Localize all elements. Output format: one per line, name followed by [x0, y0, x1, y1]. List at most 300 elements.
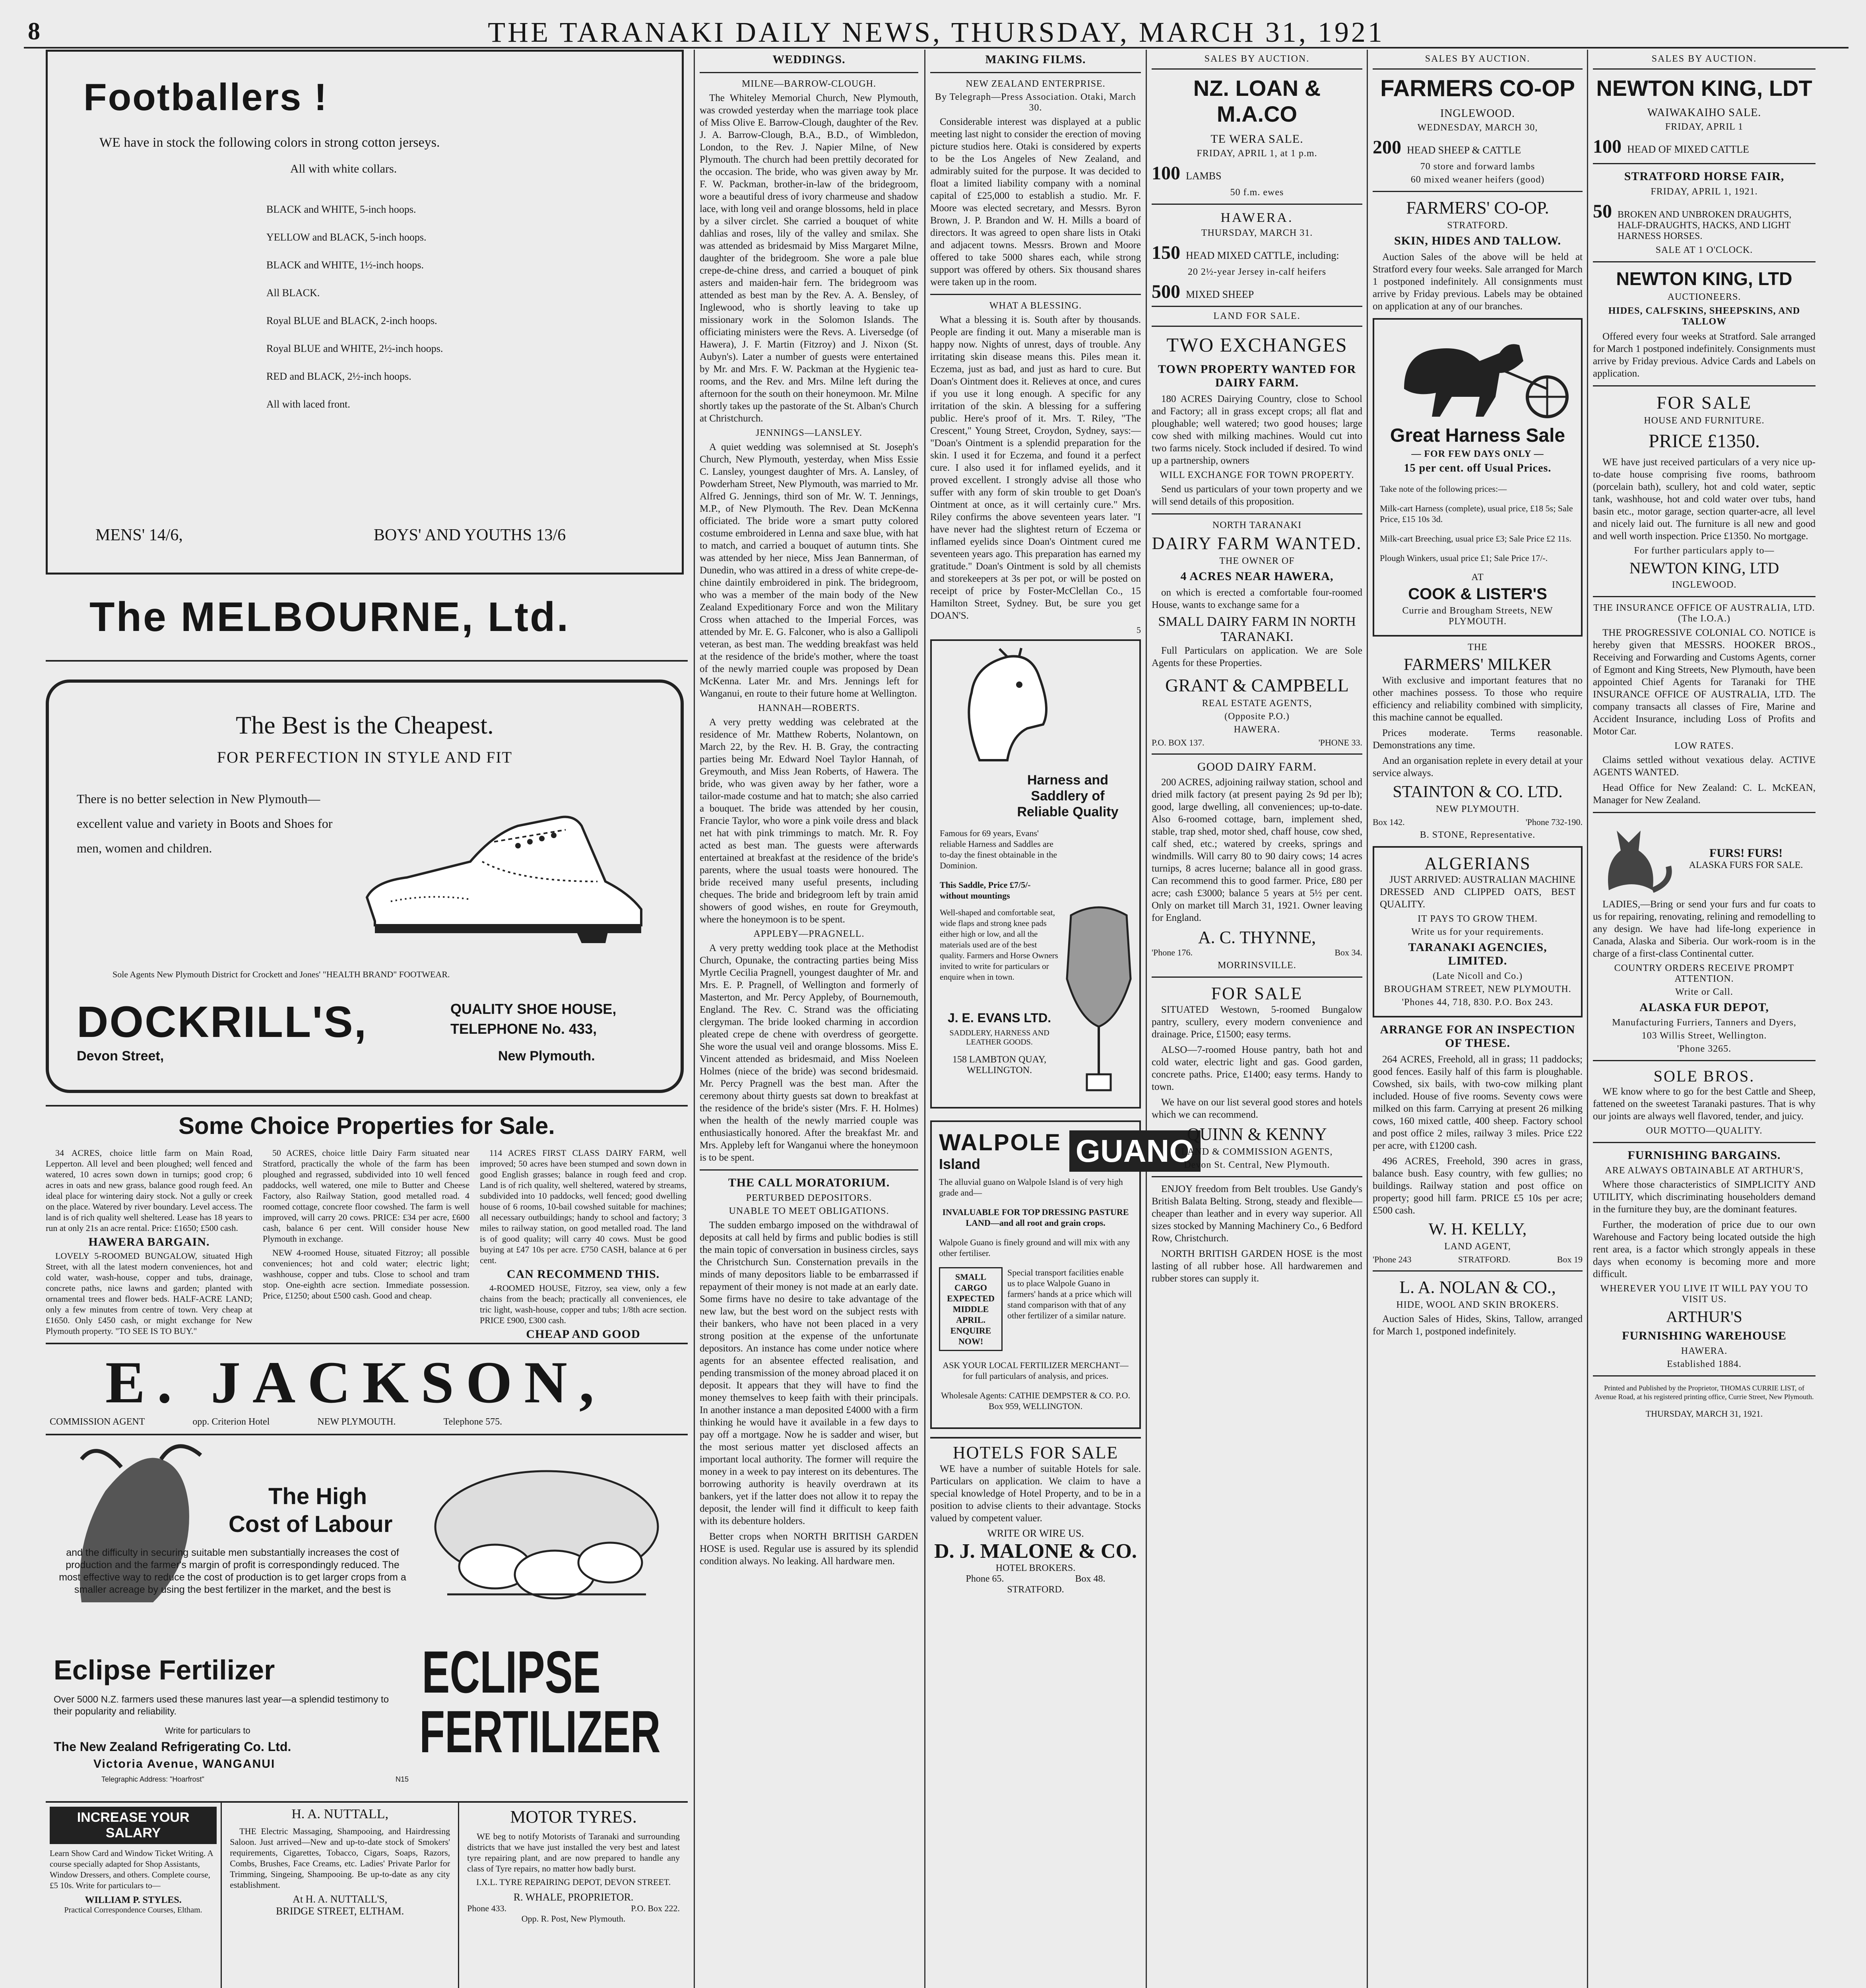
dockrill-town: New Plymouth.	[498, 1048, 595, 1064]
hotels-role: HOTEL BROKERS.	[995, 1563, 1076, 1573]
p496-text: 496 ACRES, Freehold, 390 acres in grass, balance bush. Easy country, with few gullies; no buildings. Railway station and post office on property; good hill farm. PRICE £5 10s per acre; £500 cash.	[1373, 1156, 1583, 1216]
nolan-text: Auction Sales of Hides, Skins, Tallow, arranged for March 1, postponed indefinitely.	[1373, 1314, 1583, 1337]
guano-word: GUANO	[1069, 1130, 1201, 1172]
arrange-heading: ARRANGE FOR AN INSPECTION OF THESE.	[1380, 1023, 1575, 1050]
taranaki-agencies: TARANAKI AGENCIES, LIMITED.	[1408, 941, 1547, 967]
stainton-contact	[1373, 817, 1583, 827]
motto-line: OUR MOTTO—QUALITY.	[1646, 1126, 1763, 1136]
horse-head-icon	[940, 649, 1059, 768]
inglewood-line: INGLEWOOD.	[1440, 107, 1515, 120]
lambs-line: 70 store and forward lambs	[1420, 161, 1535, 172]
harness-fewdays: — FOR FEW DAYS ONLY —	[1411, 449, 1544, 459]
eclipse-headline1: The High	[268, 1483, 367, 1509]
column-auction-newton	[1593, 50, 1816, 1988]
further2-text: Further, the moderation of price due to our own Warehouse and Factory being located outside the high rent area, is a factor which strongly appeals in these days when economy is becoming more and more difficult.	[1593, 1219, 1816, 1279]
tyres-contact	[467, 1903, 680, 1914]
kelly-contact	[1373, 1254, 1583, 1265]
properties-ad	[46, 1105, 688, 1344]
guano-ask: ASK YOUR LOCAL FERTILIZER MERCHANT—for full particulars of analysis, and prices.	[943, 1360, 1129, 1381]
arthurs-est: Established 1884.	[1667, 1359, 1742, 1369]
dairy-wanted: DAIRY FARM WANTED.	[1152, 534, 1362, 553]
guano-body: The alluvial guano on Walpole Island is of very high grade and—	[939, 1177, 1123, 1198]
harness-title: Harness and Saddlery of Reliable Quality	[1017, 773, 1119, 819]
nuttall-body: THE Electric Massaging, Shampooing, and Hairdressing Saloon. Just arrived—New and up-to-date stock of Smokers' requirements, Cigarettes, Tobacco, Cigars, Soaps, Razors, Combs, Brushes, Face Creams, etc. Ladies' Private Parlor for Trimming, Singeing, Shampooing. Be up-to-date as any city establishment.	[230, 1826, 450, 1890]
sale-time: SALE AT 1 O'CLOCK.	[1655, 245, 1753, 255]
algerians-title: ALGERIANS	[1424, 854, 1531, 873]
hawera-heading: HAWERA.	[1220, 210, 1294, 225]
hotels-box: Box 48.	[1075, 1574, 1106, 1584]
late-co: (Late Nicoll and Co.)	[1432, 971, 1523, 981]
guano-logo	[939, 1129, 1194, 1173]
jersey-item: Royal BLUE and WHITE, 2½-inch hoops.	[266, 343, 443, 354]
harness-ad	[930, 639, 1141, 1109]
guano-brand: WALPOLE	[939, 1130, 1061, 1155]
auction-text: Auction Sales of the above will be held at Stratford every four weeks. Sale arranged for March 1 postponed indefinitely. All consignments must arrive by Friday previous. Labels may be obtained on application at any of our branches.	[1373, 252, 1583, 312]
boot-icon	[351, 802, 661, 945]
hotels-contact	[930, 1574, 1141, 1584]
farmers-date: WEDNESDAY, MARCH 30,	[1417, 122, 1538, 133]
eclipse-logo: ECLIPSE FERTILIZER	[419, 1639, 661, 1765]
harness-sale-ad	[1373, 318, 1583, 637]
price-heading: PRICE £1350.	[1648, 431, 1760, 452]
melbourne-name: The MELBOURNE, Ltd.	[89, 594, 570, 640]
jersey-item: All with laced front.	[266, 398, 350, 410]
blessing-title: WHAT A BLESSING.	[989, 301, 1082, 311]
divider	[930, 294, 1141, 295]
kelly-name: W. H. KELLY,	[1428, 1220, 1527, 1239]
fox-icon	[1593, 819, 1672, 898]
dockrill-shop: QUALITY SHOE HOUSE,	[450, 1001, 617, 1017]
lot-row	[1152, 242, 1362, 264]
p4-text: on which is erected a comfortable four-roomed House, wants to exchange same for a	[1152, 587, 1362, 610]
divider	[1593, 385, 1816, 386]
insurance-heading: THE INSURANCE OFFICE OF AUSTRALIA, LTD. (The I.O.A.)	[1593, 603, 1815, 624]
hotels-write: WRITE OR WIRE US.	[987, 1528, 1084, 1539]
depot-name: ALASKA FUR DEPOT,	[1639, 1001, 1769, 1014]
divider	[1593, 812, 1816, 813]
harness-discount: 15 per cent. off Usual Prices.	[1404, 462, 1552, 474]
eclipse-ad	[46, 1435, 688, 1803]
north-heading: NORTH TARANAKI	[1212, 520, 1302, 530]
harness-price-item: Plough Winkers, usual price £1; Sale Price 17/-.	[1380, 553, 1548, 563]
arthurs-town: HAWERA.	[1681, 1346, 1728, 1356]
where-text: Where those characteristics of SIMPLICITY AND UTILITY, which discriminating householders demand in the furniture they buy, are the dominant features.	[1593, 1179, 1816, 1215]
country-line: COUNTRY ORDERS RECEIVE PROMPT ATTENTION.	[1614, 963, 1794, 984]
wedding-head: APPLEBY—PRAGNELL.	[753, 929, 865, 939]
nolan-role: HIDE, WOOL AND SKIN BROKERS.	[1396, 1300, 1559, 1310]
column-weddings	[700, 50, 918, 1988]
p264-text: 264 ACRES, Freehold, all in grass; 11 paddocks; good fences. Easily half of this farm is ploughable. Cowshed, six bails, with two-cow milking plant included. House of five rooms. Seventy cows were milked on this farm. Carrying at present 26 milking cows, 160 mixed cattle, 400 sheep. Factory school and post office 2 miles, railway 3 miles. Price £22 per acre, with £1200 cash.	[1373, 1054, 1583, 1151]
wherever-line: WHEREVER YOU LIVE IT WILL PAY YOU TO VISIT US.	[1600, 1283, 1808, 1305]
guano-agents: Wholesale Agents: CATHIE DEMPSTER & CO. P.O. Box 959, WELLINGTON.	[941, 1390, 1131, 1411]
stainton-name: STAINTON & CO. LTD.	[1393, 783, 1563, 801]
algerians-text: JUST ARRIVED: AUSTRALIAN MACHINE DRESSED AND CLIPPED OATS, BEST QUALITY.	[1380, 874, 1575, 910]
eclipse-product: Eclipse Fertilizer	[54, 1654, 275, 1685]
harness-company: J. E. EVANS LTD.	[947, 1011, 1051, 1025]
lot-count: 150	[1152, 242, 1180, 263]
tyres-name: R. WHALE, PROPRIETOR.	[513, 1891, 634, 1903]
dockrill-ad	[46, 679, 684, 1093]
page-number: 8	[28, 18, 40, 45]
guano-brand-block	[939, 1129, 1061, 1173]
wehave-text: We have on our list several good stores and hotels which we can recommend.	[1152, 1097, 1362, 1120]
grant-name: GRANT & CAMPBELL	[1165, 675, 1349, 695]
nolan-name: L. A. NOLAN & CO.,	[1399, 1277, 1556, 1297]
divider	[1152, 513, 1362, 514]
stainton-rep: B. STONE, Representative.	[1420, 830, 1536, 840]
send-text: Send us particulars of your town property and we will send details of this proposition.	[1152, 484, 1362, 507]
thynne-town: MORRINSVILLE.	[1218, 960, 1296, 971]
masthead-bar	[24, 15, 1849, 49]
divider	[1152, 977, 1362, 978]
footballers-intro: WE have in stock the following colors in strong cotton jerseys.	[99, 135, 440, 150]
column-rule	[924, 50, 925, 1988]
algerians-write: Write us for your requirements.	[1411, 927, 1544, 937]
tyres-depot: I.X.L. TYRE REPAIRING DEPOT, DEVON STREET.	[476, 1877, 671, 1887]
lot-row	[1593, 136, 1816, 157]
salary-body: Learn Show Card and Window Ticket Writing. A course specially adapted for Shop Assistants, Window Dressers, and others. Complete course, £5 10s. Write for particulars to—	[50, 1848, 213, 1890]
eclipse-company: The New Zealand Refrigerating Co. Ltd.	[54, 1740, 291, 1754]
jersey-item: Royal BLUE and BLACK, 2-inch hoops.	[266, 315, 437, 326]
heifers-line: 60 mixed weaner heifers (good)	[1410, 175, 1545, 185]
full-text: Full Particulars on application. We are Sole Agents for these Properties.	[1152, 645, 1362, 668]
lot-row	[1152, 281, 1362, 303]
divider	[1373, 1270, 1583, 1272]
kelly-phone: 'Phone 243	[1373, 1254, 1412, 1264]
footballers-collars: All with white collars.	[290, 162, 397, 175]
sole-name: SOLE BROS.	[1653, 1067, 1755, 1085]
newton-title: NEWTON KING, LDT	[1596, 76, 1812, 101]
lot-desc: MIXED SHEEP	[1186, 289, 1254, 300]
jackson-tel: Telephone 575.	[443, 1417, 502, 1427]
heifers-line: 20 2½-year Jersey in-calf heifers	[1187, 267, 1327, 277]
fur-titles	[1676, 846, 1816, 871]
writeor-line: Write or Call.	[1675, 987, 1733, 997]
divider	[1593, 596, 1816, 597]
salary-name: WILLIAM P. STYLES.	[85, 1895, 182, 1905]
hides-heading: HIDES, CALFSKINS, SHEEPSKINS, AND TALLOW	[1608, 306, 1800, 327]
small-farm: SMALL DAIRY FARM IN NORTH TARANAKI.	[1158, 614, 1356, 644]
lot-row	[1373, 136, 1583, 158]
guano-rates: Special transport facilities enable us to place Walpole Guano in farmers' hands at a price which will stand comparison with that of any other fertilizer of a similar nature.	[1007, 1268, 1132, 1320]
lot-row	[1593, 200, 1816, 242]
jackson-town: NEW PLYMOUTH.	[317, 1417, 396, 1427]
tyres-title: MOTOR TYRES.	[510, 1807, 637, 1827]
dockrill-body: There is no better selection in New Plymouth—excellent value and variety in Boots and Shoes for men, women and children.	[77, 792, 333, 855]
furnishing-heading: FURNISHING BARGAINS.	[1627, 1149, 1781, 1162]
jersey-item: BLACK and WHITE, 5-inch hoops.	[266, 204, 416, 215]
harness-price-item: Milk-cart Harness (complete), usual price, £18 5s; Sale Price, £15 10s 3d.	[1380, 503, 1573, 524]
always-line: ARE ALWAYS OBTAINABLE AT ARTHUR'S,	[1605, 1165, 1804, 1176]
harness-price-item: Milk-cart Breeching, usual price £3; Sale Price £2 11s.	[1380, 534, 1571, 544]
low-rates: LOW RATES.	[1674, 741, 1734, 751]
brougham-line: BROUGHAM STREET, NEW PLYMOUTH.	[1384, 984, 1571, 994]
dockrill-phone: TELEPHONE No. 433,	[450, 1021, 597, 1037]
hawera-date: THURSDAY, MARCH 31.	[1201, 228, 1313, 238]
imprint-text: Printed and Published by the Proprietor, THOMAS CURRIE LIST, of Avenue Road, at his registered printing office, Currie Street, New Plymouth.	[1594, 1384, 1814, 1401]
properties-col	[263, 1147, 469, 1343]
dockrill-street: Devon Street,	[77, 1048, 164, 1064]
quinn-role: LAND & COMMISSION AGENTS,	[1181, 1147, 1333, 1157]
bottom-ads-row	[46, 1803, 688, 1988]
kelly-role: LAND AGENT,	[1444, 1241, 1511, 1252]
grant-box: P.O. BOX 137.	[1152, 738, 1205, 747]
jackson-addr: opp. Criterion Hotel	[192, 1417, 270, 1427]
column-auction-farmers	[1373, 50, 1583, 1988]
lot-desc: LAMBS	[1186, 170, 1222, 182]
auctioneers-line: AUCTIONEERS.	[1667, 292, 1741, 302]
milker-title: FARMERS' MILKER	[1403, 656, 1552, 674]
property-listing: NEW 4-roomed House, situated Fitzroy; all possible conveniences; hot and cold water; electric light; washhouse, copper and tubs. Close to school and tram stop. One-eighth acre section. Immediate possession. Price, £1250; about £500 cash. Good and cheap.	[263, 1248, 469, 1301]
forsale-heading: FOR SALE	[1211, 984, 1303, 1003]
property-listing: 114 ACRES FIRST CLASS DAIRY FARM, well improved; 50 acres have been stumped and sown down in good English grasses; balance in rough feed and crop. Land is of rich quality, well sheltered, watered by streams, subdivided into 10 paddocks, well fenced; good dwelling house of 6 rooms, 10-bail cowshed suitable for machines; all necessary outbuildings; handy to school and factory; 3 miles to railway station, on good metalled road. The land is of good quality; will carry 40 cows. Must be good buying at £47 10s per acre. £750 CASH, balance at 6 per cent.	[480, 1148, 687, 1265]
jersey-item: All BLACK.	[266, 287, 320, 299]
divider	[1152, 204, 1362, 205]
lot-count: 50	[1593, 201, 1612, 222]
jackson-role: COMMISSION AGENT	[50, 1417, 145, 1427]
milker-prices: Prices moderate. Terms reasonable. Demonstrations any time.	[1373, 728, 1583, 751]
moratorium-sub2: UNABLE TO MEET OBLIGATIONS.	[729, 1206, 889, 1216]
tyres-body: WE beg to notify Motorists of Taranaki and surrounding districts that we have just installed the very best and latest tyre repairing plant, and are now prepared to handle any class of Tyre repairs, no matter how badly burst.	[467, 1831, 680, 1873]
ladies-text: LADIES,—Bring or send your furs and fur coats to us for repairing, renovating, relining and remodelling to any design. We have had life-long experience in Canada, Alaska and Siberia. Our work-room is in the charge of a first-class Continental cutter.	[1593, 899, 1816, 959]
divider	[1593, 1142, 1816, 1143]
property-listing: 50 ACRES, choice little Dairy Farm situated near Stratford, practically the whole of the farm has been ploughed and regrassed, subdivided into 10 well fenced paddocks, well watered, one mile to Butter and Cheese Factory, also Railway Station, good metalled road. 4 roomed cottage, concrete floor cowshed. The farm is well improved, will carry 20 cows. PRICE: £34 per acre, £600 cash, balance 6 per cent. Will consider house New Plymouth in exchange.	[263, 1148, 469, 1244]
auction-banner: SALES BY AUCTION.	[1152, 50, 1362, 70]
tyres-ad	[459, 1803, 688, 1988]
wedding-text: The Whiteley Memorial Church, New Plymouth, was crowded yesterday when the marriage took place of Miss Olive E. Barrow-Clough, daughter of the Rev. J. A. Barrow-Clough, B.A., B.D., of Wimbledon, London, to the Rev. J. Napier Milne, of New Plymouth. The church had been prettily decorated for the occasion. The bride, who was given away by Mr. F. W. Packman, brother-in-law of the bridegroom, wore a beautiful dress of ivory charmeuse and shadow lace, with long veil and orange blossoms, held in place by a silver circlet. She carried a bouquet of white dahlias and roses, lily of the valley and smilax. She was attended as bridesmaid by Miss Margaret Milne, daughter of the bridegroom. She wore a pale blue crepe-de-chine dress, and carried a bouquet of pink asters and maiden-hair fern. The bridegroom was attended as best man by the Rev. A. A. Bensley, of Inglewood, who is shortly leaving to take up missionary work in the Solomon Islands. The officiating ministers were the Revs. A. Liversedge (of Hawera), J. F. Martin (Fitzroy) and J. Nixon (St. Aubyn's). Later a number of guests were entertained by Mr. and Mrs. F. W. Packman at the Hygienic tea-rooms, and the Rev. and Mrs. Milne left during the afternoon for the south on their honeymoon. Mr. Milne shortly takes up the pastorate of the St. Alban's Church at Christchurch.	[700, 93, 918, 424]
progressive-text: THE PROGRESSIVE COLONIAL CO. NOTICE is hereby given that MESSRS. HOOKER BROS., Receiving and Forwarding and Customs Agents, corner of Egmont and King Streets, New Plymouth, have been appointed Chief Agents for Taranaki for THE INSURANCE OFFICE OF AUSTRALIA, LTD. The company transacts all classes of Fire, Marine and Accident Insurance, including Loss of Profits and Motor Car.	[1593, 627, 1816, 737]
grant-contact	[1152, 738, 1362, 748]
dockrill-name: DOCKRILL'S,	[77, 998, 368, 1046]
guano-row	[939, 1267, 1132, 1351]
wedding-text: A very pretty wedding was celebrated at the residence of Mr. Matthew Roberts, Nolantown, on March 22, by the Rev. H. B. Gray, the contracting parties being Mr. Edward Noel Taylor Hannah, of Greymouth, and Miss Jean Roberts, of Hawera. The bride, who was given away by her father, wore a tailor-made costume and hat to match; she also carried a bouquet. The bride was attended by her cousin, Francie Taylor, who wore a pink voile dress and black net hat with pink trimmings to match. Mr. R. Foy acted as best man. The guests were afterwards entertained at breakfast at the residence of the bride's parents, where the usual toasts were honoured. The bride received many useful presents, including cheques. The bride and bridegroom left by train amid showers of good wishes, en route for Greymouth, where the honeymoon is to be spent.	[700, 717, 918, 925]
arthurs-name: ARTHUR'S	[1666, 1308, 1742, 1326]
jersey-item: BLACK and WHITE, 1½-inch hoops.	[266, 259, 424, 271]
lot-desc: BROKEN AND UNBROKEN DRAUGHTS, HALF-DRAUGHTS, HACKS, AND LIGHT HARNESS HORSES.	[1618, 210, 1792, 241]
eclipse-write: Write for particulars to	[165, 1726, 250, 1736]
warehouse-line: FURNISHING WAREHOUSE	[1622, 1329, 1786, 1342]
grant-role: REAL ESTATE AGENTS,	[1202, 698, 1312, 709]
depot-addr: 103 Willis Street, Wellington.	[1641, 1031, 1767, 1041]
nuttall-ad	[222, 1803, 459, 1988]
acres4-line: 4 ACRES NEAR HAWERA,	[1180, 570, 1334, 583]
column-rule	[694, 50, 695, 1988]
horse-fair: STRATFORD HORSE FAIR,	[1624, 170, 1785, 183]
column-rule	[1367, 50, 1368, 1988]
properties-col	[46, 1147, 252, 1343]
tewera-date: FRIDAY, APRIL 1, at 1 p.m.	[1197, 148, 1317, 159]
property-heading: CHEAP AND GOOD	[526, 1328, 640, 1341]
harness-at: AT	[1471, 572, 1484, 582]
hotels-ad	[930, 1437, 1141, 1595]
mens-price: MENS' 14/6,	[95, 526, 183, 544]
property-listing: LOVELY 5-ROOMED BUNGALOW, situated High Street, with all the latest modern conveniences, hot and cold water, wash-house, copper and tubs, drainage, concrete paths, nice lawns and garden; planted with ornamental trees and flower beds. HALF-ACRE LAND; only a few minutes from centre of town. Very cheap at £1650. Only £450 cash, or might exchange for New Plymouth property. "TO SEE IS TO BUY."	[46, 1251, 252, 1336]
the-line: THE	[1468, 642, 1488, 652]
furs-title: FURS! FURS!	[1709, 846, 1783, 860]
harness-takenote: Take note of the following prices:—	[1380, 484, 1507, 494]
eclipse-code: N15	[396, 1775, 409, 1783]
hose-text: NORTH BRITISH GARDEN HOSE is the most lasting of all rubber hose. All hardwaremen and rubber stores can supply it.	[1152, 1248, 1362, 1284]
divider	[930, 72, 1141, 73]
cook-addr: Currie and Brougham Streets, NEW PLYMOUTH.	[1402, 606, 1553, 627]
depot-mfg: Manufacturing Furriers, Tanners and Dyers,	[1612, 1017, 1796, 1028]
horse-cart-icon	[1380, 329, 1575, 421]
tyres-box: P.O. Box 222.	[631, 1903, 680, 1913]
guano-inval: INVALUABLE FOR TOP DRESSING PASTURE LAND—and all root and grain crops.	[942, 1207, 1129, 1228]
fur-header	[1593, 819, 1816, 898]
divider	[1593, 261, 1816, 262]
property-listing: 34 ACRES, choice little farm on Main Road, Lepperton. All level and been ploughed; well fenced and watered, 10 acres sown down in turnips; good crop; 6 acres in oats and new grass, balance good rough feed. An ideal place for wintering dairy stock. Not a gully or creek on the place. Watered by river boundary. Level access. The land is of rich quality well sheltered. Lease has 18 years to run at only 21s an acre rental. Price: £1650; £500 cash.	[46, 1148, 252, 1233]
sheep-flock-icon	[423, 1463, 670, 1630]
exchange-line: WILL EXCHANGE FOR TOWN PROPERTY.	[1160, 470, 1354, 480]
properties-title: Some Choice Properties for Sale.	[178, 1112, 555, 1139]
eclipse-addr: Victoria Avenue, WANGANUI	[93, 1757, 275, 1771]
jackson-name: E. JACKSON,	[105, 1349, 606, 1415]
grant-town: HAWERA.	[1234, 724, 1280, 735]
hotels-name: D. J. MALONE & CO.	[934, 1540, 1137, 1563]
masthead-title: THE TARANAKI DAILY NEWS, THURSDAY, MARCH 31, 1921	[488, 16, 1385, 48]
harness-price: This Saddle, Price £7/5/- without mountings	[940, 880, 1031, 901]
forsale-heading: FOR SALE	[1657, 392, 1752, 413]
jersey-item: RED and BLACK, 2½-inch hoops.	[266, 371, 411, 382]
auction-banner: SALES BY AUCTION.	[1593, 50, 1816, 70]
auction-banner: SALES BY AUCTION.	[1373, 50, 1583, 70]
nuttall-name: H. A. NUTTALL,	[291, 1807, 389, 1821]
algerians-ad	[1373, 846, 1583, 1017]
tyres-opp: Opp. R. Post, New Plymouth.	[521, 1914, 626, 1924]
moratorium-closing: Better crops when NORTH BRITISH GARDEN HOSE is used. Regular use is assured by its splendid condition always. No leaking. All hardware men.	[700, 1531, 918, 1567]
nuttall-at: At H. A. NUTTALL'S,	[293, 1893, 388, 1905]
phones-line: 'Phones 44, 718, 830. P.O. Box 243.	[1402, 997, 1554, 1008]
ingle-line: INGLEWOOD.	[1672, 580, 1737, 590]
divider	[1152, 753, 1362, 755]
divider	[700, 72, 918, 73]
wanted-heading: TOWN PROPERTY WANTED FOR DAIRY FARM.	[1158, 363, 1356, 389]
also-text: ALSO—7-roomed House pantry, bath hot and cold water, electric light and gas. Good garden, concrete paths. Price, £1400; easy terms. Handy to town.	[1152, 1044, 1362, 1092]
head-office: Head Office for New Zealand: C. L. McKEAN, Manager for New Zealand.	[1593, 782, 1816, 806]
jersey-list	[266, 204, 646, 410]
divider	[1593, 163, 1816, 164]
further-line: For further particulars apply to—	[1634, 546, 1775, 556]
owner-line: THE OWNER OF	[1219, 556, 1295, 566]
lot-count: 200	[1373, 137, 1401, 158]
harness-trade: SADDLERY, HARNESS AND LEATHER GOODS.	[949, 1029, 1049, 1046]
guano-cargo: SMALL CARGO EXPECTED MIDDLE APRIL. ENQUIRE NOW!	[939, 1267, 1003, 1351]
lot-desc: HEAD OF MIXED CATTLE	[1627, 144, 1749, 155]
hotels-phone: Phone 65.	[966, 1574, 1004, 1584]
jersey-item: YELLOW and BLACK, 5-inch hoops.	[266, 231, 427, 243]
wedding-head: MILNE—BARROW-CLOUGH.	[742, 79, 876, 89]
eclipse-headline2: Cost of Labour	[229, 1511, 393, 1537]
blessing-text: What a blessing it is. South after by thousands. People are finding it out. Many a miserable man is happy now. Nights of unrest, days of trouble. Any irritating skin disease means this. Piles mean it. Eczema, just as bad, and just as hard to cure. But Doan's Ointment does it. Relieves at once, and cures if you use it long enough. A specific for any irritation of the skin. A blessing for a suffering public. Here's proof of it. Mrs. T. Riley, "The Crescent," Young Street, Croydon, Sydney, says:— "Doan's Ointment is a splendid preparation for the skin. I used it for Eczema, and found it a perfect cure. I also used it for inflamed eyelids, and it proved excellent. I strongly advise all those who suffer with any form of skin trouble to get Doan's Ointment at once, as it will certainly cure." Mrs. Riley confirms the above seventeen years later. "I have never had the slightest return of Eczema or inflamed eyelids since Doan's Ointment cured me seventeen years ago. This preparation has earned my gratitude." Doan's Ointment is sold by all chemists and storekeepers at 3s per pot, or will be posted on receipt of price by Foster-McClellan Co., 15 Hamilton Street, Sydney. But, be sure you get DOAN'S.	[930, 315, 1141, 621]
divider	[1593, 1375, 1816, 1376]
kelly-town: STRATFORD.	[1458, 1254, 1511, 1264]
skin-heading: SKIN, HIDES AND TALLOW.	[1394, 234, 1561, 247]
dockrill-headline: The Best is the Cheapest.	[236, 711, 494, 739]
wedding-text: A very pretty wedding took place at the Methodist Church, Opunake, the contracting parties being Miss Myrtle Cecilia Pragnell, youngest daughter of Mr. and Mrs. E. P. Pragnell, of Wellington and formerly of Masterton, and Mr. Percy Appleby, of Bournemouth, England. The Rev. C. Strand was the officiating clergyman. The bride looked charming in accordion pleated crepe de chene with overdress of georgette. She wore the usual veil and orange blossoms. Miss E. Vincent attended as bridesmaid, and Miss Noeleen Holmes (niece of the bride) was second bridesmaid. Mr. Percy Pragnell was the best man. After the ceremony about thirty guests sat down to breakfast at the residence of the bride's sister (Mrs. F. H. Holmes) when the health of the newly married couple was enthusiastically honored. After the breakfast Mr. and Mrs. Appleby left for Wanganui where the honeymoon is to be spent.	[700, 943, 918, 1163]
guano-island: Island	[939, 1156, 981, 1172]
stainton-town: NEW PLYMOUTH.	[1435, 804, 1520, 814]
moratorium-sub1: PERTURBED DEPOSITORS.	[746, 1193, 872, 1203]
p180-text: 180 ACRES Dairying Country, close to School and Factory; all in grass except crops; all flat and ploughable; well watered; two good houses; large cow shed with milking machines. Would cut into two farms nicely. Stock included if desired. To wind up a partnership, owners	[1152, 394, 1362, 466]
newton2-title: NEWTON KING, LTD	[1616, 268, 1792, 289]
quinn-addr: Devon St. Central, New Plymouth.	[1184, 1160, 1330, 1170]
property-heading: CAN RECOMMEND THIS.	[506, 1268, 660, 1281]
lot-count: 500	[1152, 281, 1180, 302]
salary-title: INCREASE YOUR SALARY	[50, 1807, 217, 1844]
eclipse-telegraph: Telegraphic Address: "Hoarfrost"	[101, 1775, 204, 1783]
wedding-head: JENNINGS—LANSLEY.	[756, 428, 862, 438]
melbourne-ad	[46, 575, 688, 662]
goodfarm-heading: GOOD DAIRY FARM.	[1197, 760, 1317, 773]
blessing-num: 5	[1137, 625, 1141, 635]
jackson-ad	[46, 1344, 688, 1435]
lot-row	[1152, 162, 1362, 184]
stainton-box: Box 142.	[1373, 817, 1405, 827]
jackson-details	[46, 1417, 688, 1427]
wai-date: FRIDAY, APRIL 1	[1665, 122, 1744, 132]
eclipse-claim: Over 5000 N.Z. farmers used these manures last year—a splendid testimony to their popularity and reliability.	[54, 1694, 389, 1717]
land-banner: LAND FOR SALE.	[1152, 306, 1362, 327]
offered-text: Offered every four weeks at Stratford. Sale arranged for March 1 postponed indefinitely. Consignments must arrive by Friday previous. Advice Cards and Labels on application.	[1593, 331, 1816, 379]
grant-opp: (Opposite P.O.)	[1224, 711, 1290, 722]
coop2-title: FARMERS' CO-OP.	[1406, 198, 1549, 217]
properties-col	[480, 1147, 687, 1343]
algerians-pays: IT PAYS TO GROW THEM.	[1418, 914, 1538, 924]
moratorium-text: The sudden embargo imposed on the withdrawal of deposits at call held by firms and public bodies is still the main topic of conversation in business circles, says the Christchurch Sun. Consternation prevails in the minds of many depositors liable to be embarrassed if repayment of their money is not made at an early date. Some firms have no desire to take advantage of the new law, but the best word on the subject rests with their bankers, who have not been placed in a very strong position at the expense of the unfortunate depositors. An instance has come under notice where agents for an absentee effected realisation, and pending transmission of the money abroad placed it on deposit. It appears that they will have to find the money themselves to keep faith with their principals. In another instance a man deposited £4000 with a firm thinking he would have it available in a few days to pay off a mortgage. Now he is sadder and wiser, but the most serious matter yet disclosed affects an important local authority. The former will require the money in a week to pay interest on its debentures. The borrowing authority is heavily overdrawn at its bankers, yet if the latter does not allow it to repay the deposit, the lender will find it difficult to keep faith with its debenture holders.	[700, 1220, 918, 1526]
moratorium-title: THE CALL MORATORIUM.	[728, 1176, 890, 1189]
nuttall-addr: BRIDGE STREET, ELTHAM.	[276, 1905, 404, 1917]
boys-price: BOYS' AND YOUTHS 13/6	[374, 526, 566, 544]
horse-date: FRIDAY, APRIL 1, 1921.	[1651, 186, 1758, 197]
nzloan-title: NZ. LOAN & M.A.CO	[1193, 76, 1321, 126]
p200-text: 200 ACRES, adjoining railway station, school and dried milk factory (at present paying 2s 9d per lb); good, large dwelling, all conveniences; up-to-date. Also 6-roomed cottage, barn, implement shed, stable, trap shed, motor shed, chaff house, cow shed, calf shed, etc.; watered by creeks, springs and windmills. Will carry 80 to 90 dairy cows; 14 acres turnips, 8 acres lucerne; balance all in good grass. Can recommend this to good farmer. Price, £80 per acre; cash £3000; balance 5 years at 5½ per cent. Only on market till March 31, 1921. Owner leaving for England.	[1152, 777, 1362, 923]
stratford-line: STRATFORD.	[1447, 220, 1508, 231]
farmers-title: FARMERS CO-OP	[1380, 76, 1575, 101]
milker-org: And an organisation replete in every detail at your service always.	[1373, 755, 1583, 779]
hotels-town: STRATFORD.	[1007, 1584, 1064, 1595]
weddings-title: WEDDINGS.	[772, 53, 846, 66]
footballers-title: Footballers !	[83, 76, 328, 118]
footballers-ad	[46, 50, 684, 575]
hotels-title: HOTELS FOR SALE	[952, 1443, 1119, 1462]
saddle-icon	[1063, 899, 1135, 1098]
lot-count: 100	[1593, 136, 1622, 157]
guano-ground: Walpole Guano is finely ground and will mix with any other fertiliser.	[939, 1237, 1130, 1258]
films-byline: By Telegraph—Press Association. Otaki, March 30.	[935, 92, 1136, 113]
thynne-phone: 'Phone 176.	[1152, 947, 1193, 957]
lot-desc: HEAD SHEEP & CATTLE	[1407, 144, 1521, 156]
column-rule	[1587, 50, 1588, 1988]
harness-desc: Well-shaped and comfortable seat, wide flaps and strong knee pads either high or low, and all the materials used are of the best quality. Farmers and Horse Owners invited to write for particulars or enquire when in town.	[940, 908, 1058, 982]
property-heading: HAWERA BARGAIN.	[88, 1235, 210, 1248]
ewes-line: 50 f.m. ewes	[1230, 187, 1284, 198]
enjoy-text: ENJOY freedom from Belt troubles. Use Gandy's British Balata Belting. Strong, steady and flexible—cheaper than leather and in every way superior. All sizes stocked by Manning Machinery Co., 6 Bedford Row, Christchurch.	[1152, 1184, 1362, 1244]
thynne-box: Box 34.	[1335, 947, 1362, 957]
hotels-body: WE have a number of suitable Hotels for sale. Particulars on application. We claim to have a special knowledge of Hotel Property, and to be in a position to advise clients to their advantage. Stocks valued by competent valuer.	[930, 1464, 1141, 1524]
column-rule	[1146, 50, 1147, 1988]
divider	[1152, 1176, 1362, 1177]
wedding-head: HANNAH—ROBERTS.	[758, 703, 860, 713]
lot-desc: HEAD MIXED CATTLE, including:	[1186, 250, 1339, 261]
westown-text: SITUATED Westown, 5-roomed Bungalow pantry, scullery, every modern convenience and drainage. Price, £1500; easy terms.	[1152, 1004, 1362, 1040]
lot-count: 100	[1152, 163, 1180, 184]
wedding-text: A quiet wedding was solemnised at St. Joseph's Church, New Plymouth, yesterday, when Miss Essie C. Lansley, youngest daughter of Mrs. A. Lansley, of Powderham Street, New Plymouth, was married to Mr. Alfred G. Jennings, third son of Mr. W. T. Jennings, M.P., of New Plymouth. The Rev. Dean McKenna officiated. The bride wore a smart putty colored costume embroidered in Lenna and saxe blue, with hat to match, and carried a bouquet of autumn tints. She was attended by her niece, Miss Jean Bannerman, of Dunedin, who was attired in a dress of white crepe-de-chine daintily embroidered in pink. The bridegroom, who was a member of the main body of the New Zealand Expeditionary Force and won the Military Cross when attached to the Imperial Forces, was attended by Mr. E. G. Falconer, who is also a Gallipoli veteran, as best man. The wedding breakfast was held at the residence of the bride's mother, where the toast of the newly married couple was proposed by Dean McKenna. Later Mr. and Mrs. Jennings left for Wanganui, en route to their future home at Wellington.	[700, 442, 918, 699]
newton3-title: NEWTON KING, LTD	[1629, 559, 1779, 577]
harness-addr: 158 LAMBTON QUAY, WELLINGTON.	[952, 1054, 1047, 1076]
divider	[1593, 1060, 1816, 1061]
depot-phone: 'Phone 3265.	[1677, 1044, 1732, 1054]
